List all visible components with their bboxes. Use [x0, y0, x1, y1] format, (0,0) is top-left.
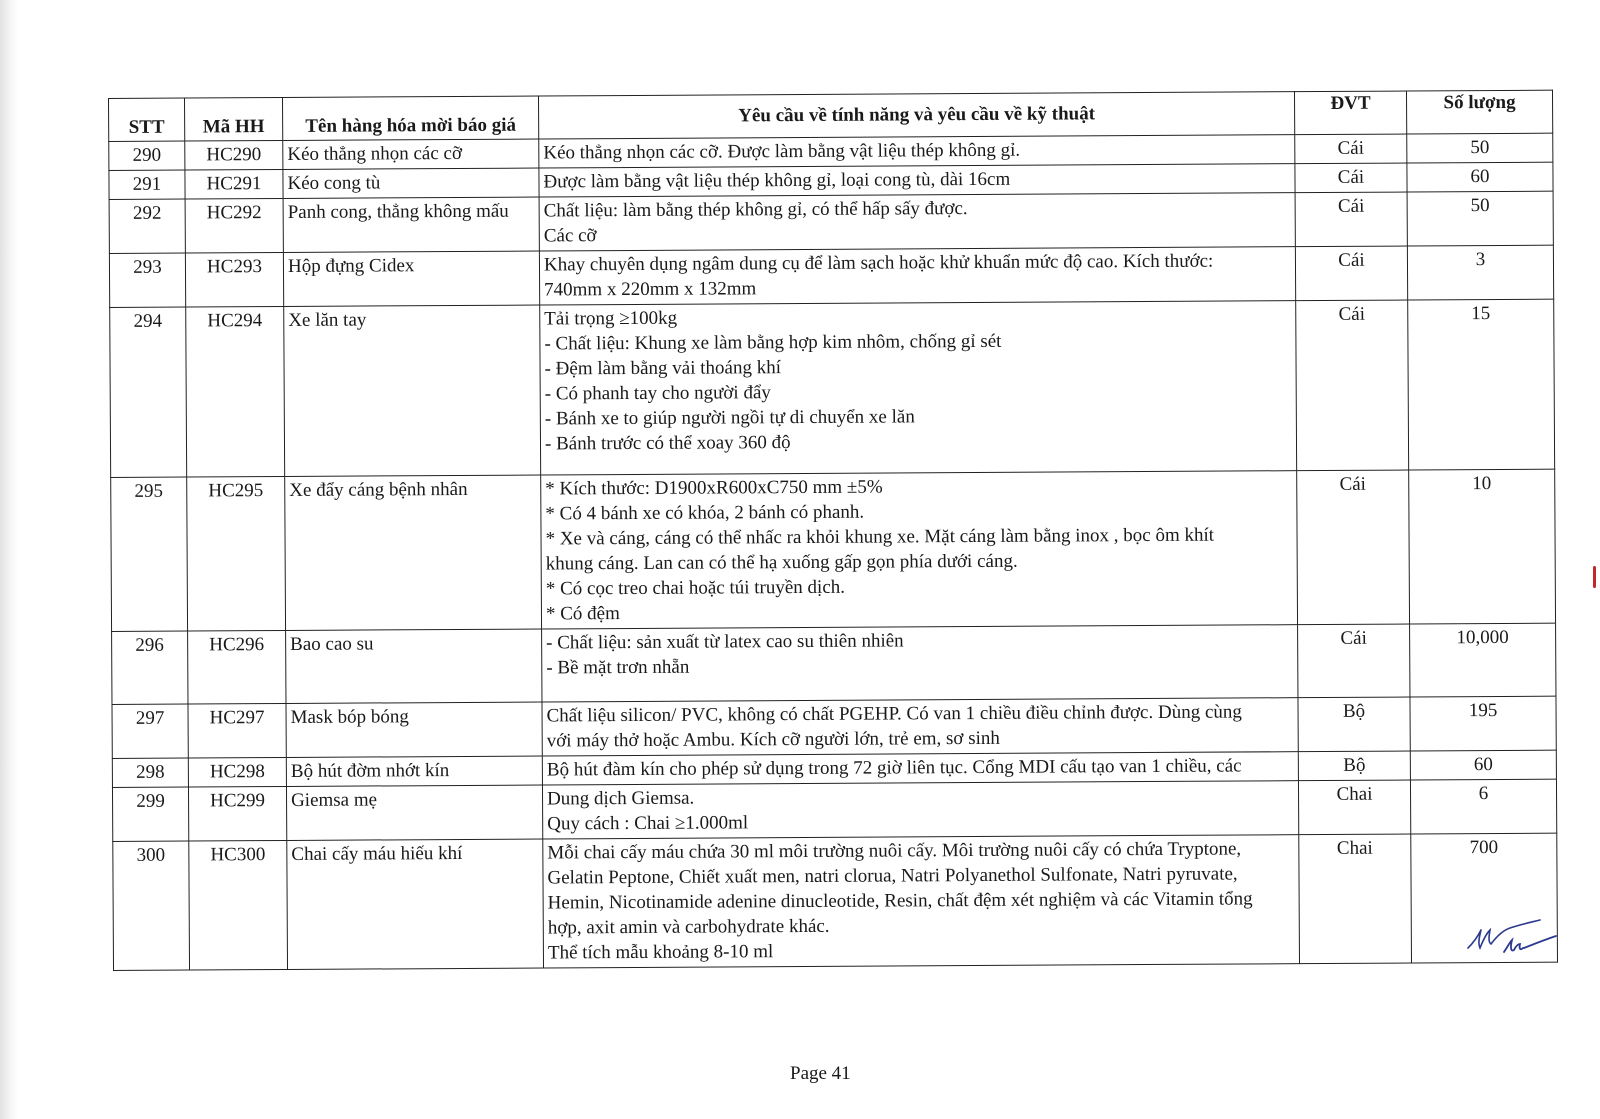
cell-name: Mask bóp bóng — [286, 702, 542, 757]
cell-stt: 298 — [112, 758, 188, 787]
cell-spec — [542, 752, 1298, 785]
spec-line: - Bánh xe to giúp người ngồi tự di chuyển xe lăn — [544, 406, 915, 430]
margin-mark — [1593, 566, 1596, 588]
cell-spec — [539, 164, 1295, 197]
cell-spec — [542, 781, 1298, 839]
cell-unit: Bộ — [1298, 697, 1410, 752]
spec-line: Các cỡ — [543, 225, 597, 247]
spec-line: Khay chuyên dụng ngâm dung cụ để làm sạch hoặc khử khuẩn mức độ cao. Kích thước: — [543, 250, 1214, 276]
cell-code: HC297 — [188, 703, 286, 758]
cell-unit: Cái — [1296, 300, 1409, 471]
spec-line: * Có 4 bánh xe có khóa, 2 bánh có phanh. — [545, 501, 865, 525]
spec-line: - Có phanh tay cho người đẩy — [544, 382, 771, 405]
cell-code: HC292 — [185, 198, 283, 253]
cell-stt: 292 — [109, 199, 185, 253]
table-row — [112, 779, 1556, 841]
quotation-table — [108, 90, 1558, 971]
header-spec: Yêu cầu về tính năng và yêu cầu về kỹ thuật — [538, 92, 1294, 139]
table-row — [112, 696, 1556, 758]
cell-qty: 700 — [1411, 833, 1558, 963]
spec-line: Được làm bằng vật liệu thép không gỉ, loại cong tù, dài 16cm — [543, 168, 1011, 193]
cell-unit: Cái — [1295, 134, 1407, 164]
cell-code: HC290 — [185, 140, 283, 170]
header-name: Tên hàng hóa mời báo giá — [283, 96, 539, 140]
spec-line: hợp, axit amin và carbohydrate khác. — [547, 915, 830, 939]
spec-line: * Có đệm — [545, 603, 620, 625]
cell-qty: 50 — [1407, 133, 1553, 163]
cell-name: Giemsa mẹ — [286, 785, 542, 840]
cell-stt: 297 — [112, 704, 188, 758]
spec-line: Thể tích mẫu khoảng 8-10 ml — [547, 941, 774, 964]
cell-stt: 294 — [110, 307, 187, 477]
page-number: Page 41 — [790, 1063, 851, 1084]
spec-line: * Kích thước: D1900xR600xC750 mm ±5% — [545, 476, 883, 500]
spec-line: Dung dịch Giemsa. — [546, 787, 695, 810]
cell-qty: 3 — [1407, 245, 1553, 300]
cell-stt: 299 — [112, 787, 188, 841]
cell-code: HC295 — [187, 476, 286, 631]
cell-code: HC294 — [186, 306, 285, 477]
cell-stt: 300 — [113, 841, 190, 970]
spec-line: - Bề mặt trơn nhẵn — [546, 656, 690, 679]
cell-stt: 296 — [112, 631, 188, 704]
cell-qty: 15 — [1408, 299, 1555, 470]
cell-code: HC300 — [189, 840, 288, 970]
spec-line: Kéo thẳng nhọn các cỡ. Được làm bằng vật liệu thép không gỉ. — [543, 139, 1021, 164]
cell-code: HC299 — [188, 786, 286, 841]
cell-qty: 195 — [1410, 696, 1556, 751]
cell-code: HC293 — [185, 252, 283, 307]
spec-line: Hemin, Nicotinamide adenine dinucleotide, Resin, chất đệm xét nghiệm và các Vitamin tổng — [547, 888, 1253, 914]
header-code: Mã HH — [185, 97, 283, 141]
spec-line: Tải trọng ≥100kg — [544, 307, 678, 330]
cell-spec — [539, 193, 1295, 251]
cell-spec — [541, 471, 1298, 629]
cell-code: HC296 — [188, 630, 286, 704]
cell-unit: Chai — [1298, 780, 1410, 835]
cell-name: Bao cao su — [286, 629, 542, 703]
table-row — [110, 299, 1555, 477]
cell-qty: 6 — [1410, 779, 1556, 834]
spec-line: Gelatin Peptone, Chiết xuất men, natri clorua, Natri Polyanethol Sulfonate, Natri pyruvate, — [547, 863, 1238, 889]
cell-qty: 10 — [1409, 469, 1556, 624]
cell-name: Kéo thẳng nhọn các cỡ — [283, 139, 539, 169]
spec-line: Chất liệu silicon/ PVC, không có chất PGEHP. Có van 1 chiều điều chỉnh được. Dùng cùng — [546, 701, 1242, 727]
cell-spec — [542, 625, 1298, 702]
cell-unit: Cái — [1295, 192, 1407, 247]
spec-line: Chất liệu: làm bằng thép không gỉ, có thể hấp sấy được. — [543, 198, 968, 222]
spec-line: - Chất liệu: Khung xe làm bằng hợp kim nhôm, chống gỉ sét — [544, 330, 1002, 355]
spec-line: với máy thở hoặc Ambu. Kích cỡ người lớn, trẻ em, sơ sinh — [546, 727, 1000, 752]
cell-unit: Chai — [1299, 834, 1412, 964]
cell-spec — [539, 135, 1295, 168]
cell-code: HC291 — [185, 169, 283, 199]
header-unit: ĐVT — [1294, 91, 1406, 135]
table-row — [111, 469, 1556, 631]
spec-line: Mỗi chai cấy máu chứa 30 ml môi trường nuôi cấy. Môi trường nuôi cấy có chứa Tryptone, — [547, 838, 1242, 864]
cell-qty: 50 — [1407, 191, 1553, 246]
cell-unit: Cái — [1297, 470, 1410, 625]
cell-unit: Bộ — [1298, 751, 1410, 781]
cell-spec — [539, 247, 1295, 305]
spec-line: Quy cách : Chai ≥1.000ml — [547, 812, 749, 835]
table-row — [113, 833, 1558, 970]
table-row — [109, 245, 1553, 307]
cell-stt: 291 — [109, 170, 185, 199]
table-row — [112, 623, 1556, 704]
cell-name: Panh cong, thẳng không mấu — [283, 197, 539, 252]
cell-name: Bộ hút đờm nhớt kín — [286, 756, 542, 786]
cell-stt: 290 — [109, 141, 185, 170]
scan-edge-shadow — [0, 0, 18, 1119]
spec-line: khung cáng. Lan can có thể hạ xuống gấp gọn phía dưới cáng. — [545, 550, 1018, 575]
cell-qty: 60 — [1410, 750, 1556, 780]
cell-unit: Cái — [1295, 163, 1407, 193]
spec-line: * Có cọc treo chai hoặc túi truyền dịch. — [545, 576, 846, 600]
cell-qty: 60 — [1407, 162, 1553, 192]
cell-name: Xe lăn tay — [284, 305, 541, 476]
cell-name: Xe đẩy cáng bệnh nhân — [285, 475, 542, 630]
cell-stt: 293 — [109, 253, 185, 307]
handwritten-signature — [1464, 918, 1564, 964]
cell-spec — [542, 698, 1298, 756]
spec-line: Bộ hút đàm kín cho phép sử dụng trong 72 giờ liên tục. Cổng MDI cấu tạo van 1 chiều, các — [546, 755, 1242, 781]
cell-name: Kéo cong tù — [283, 168, 539, 198]
header-stt: STT — [109, 98, 185, 141]
cell-unit: Cái — [1295, 246, 1407, 301]
cell-stt: 295 — [111, 477, 188, 631]
cell-spec — [540, 301, 1297, 475]
spec-line: * Xe và cáng, cáng có thể nhấc ra khỏi khung xe. Mặt cáng làm bằng inox , bọc ôm khít — [545, 524, 1215, 550]
cell-code: HC298 — [188, 757, 286, 787]
cell-name: Chai cấy máu hiếu khí — [287, 839, 544, 969]
cell-unit: Cái — [1298, 624, 1410, 698]
table-row — [109, 191, 1553, 253]
cell-spec — [543, 835, 1300, 968]
spec-line: - Đệm làm bằng vải thoáng khí — [544, 357, 782, 380]
spec-line: 740mm x 220mm x 132mm — [544, 278, 757, 301]
spec-line: - Chất liệu: sản xuất từ latex cao su thiên nhiên — [546, 630, 904, 654]
header-qty: Số lượng — [1406, 90, 1552, 134]
cell-name: Hộp đựng Cidex — [283, 251, 539, 306]
spec-line: - Bánh trước có thể xoay 360 độ — [544, 432, 791, 455]
cell-qty: 10,000 — [1410, 623, 1556, 697]
